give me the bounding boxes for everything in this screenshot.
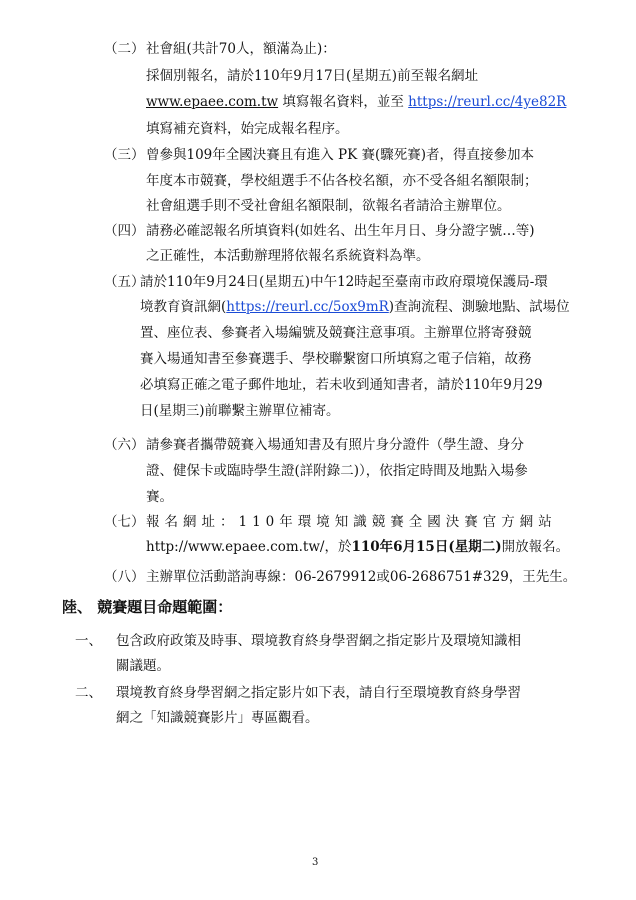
item-3-line-2: 年度本市競賽，學校組選手不佔各校名額，亦不受各組名額限制； xyxy=(146,173,538,189)
website-link[interactable]: www.epaee.com.tw xyxy=(146,94,279,110)
point-1-marker: 一、 xyxy=(75,633,102,649)
item-5-line-4: 賽入場通知書至參賽選手、學校聯繫窗口所填寫之電子信箱，故務 xyxy=(140,351,532,367)
item-2-line-3-text: 填寫報名資料，並至 xyxy=(278,94,409,110)
item-2-marker: （二） xyxy=(104,41,145,57)
item-6-line-3: 賽。 xyxy=(146,489,173,505)
item-3-line-1: 曾參與109年全國決賽且有進入 PK 賽(驟死賽)者，得直接參加本 xyxy=(146,147,535,163)
item-2-line-2: 採個別報名，請於110年9月17日(星期五)前至報名網址 xyxy=(146,68,479,84)
item-5-line-2-text-b: )查詢流程、測驗地點、試場位 xyxy=(388,299,570,315)
item-5-line-5: 必填寫正確之電子郵件地址，若未收到通知書者，請於110年9月29 xyxy=(140,377,543,393)
item-3-marker: （三） xyxy=(104,147,145,163)
point-1-line-1: 包含政府政策及時事、環境教育終身學習網之指定影片及環境知識相 xyxy=(116,633,521,649)
item-7-line-2 xyxy=(146,538,569,556)
item-5-line-6: 日(星期三)前聯繫主辦單位補寄。 xyxy=(140,403,340,419)
item-5-line-2 xyxy=(140,298,570,316)
item-8-marker: （八） xyxy=(104,569,145,585)
item-5-marker: （五） xyxy=(104,274,145,290)
item-4-marker: （四） xyxy=(104,223,145,239)
point-2-marker: 二、 xyxy=(75,685,102,701)
item-5-line-3: 置、座位表、參賽者入場編號及競賽注意事項。主辦單位將寄發競 xyxy=(140,325,532,341)
item-7-line-2-text-b: 開放報名。 xyxy=(501,539,570,555)
official-site-url[interactable]: http://www.epaee.com.tw/，於 xyxy=(146,539,352,555)
page-number: 3 xyxy=(312,857,319,868)
item-4-line-2: 之正確性，本活動辦理將依報名系統資料為準。 xyxy=(146,248,430,264)
point-2-line-1: 環境教育終身學習網之指定影片如下表，請自行至環境教育終身學習 xyxy=(116,685,521,701)
item-6-line-1: 請參賽者攜帶競賽入場通知書及有照片身分證件（學生證、身分 xyxy=(146,437,524,453)
item-3-line-3: 社會組選手則不受社會組名額限制，欲報名者請洽主辦單位。 xyxy=(146,198,511,214)
item-6-marker: （六） xyxy=(104,437,145,453)
item-2-line-4: 填寫補充資料，始完成報名程序。 xyxy=(146,121,349,137)
item-6-line-2: 證、健保卡或臨時學生證(詳附錄二)），依指定時間及地點入場參 xyxy=(146,463,528,479)
item-5-line-2-text-a: 境教育資訊網( xyxy=(140,299,227,315)
point-2-line-2: 網之「知識競賽影片」專區觀看。 xyxy=(116,710,319,726)
item-7-marker: （七） xyxy=(104,514,145,530)
registration-open-date: 110年6月15日(星期二) xyxy=(351,539,502,555)
item-4-line-1: 請務必確認報名所填資料(如姓名、出生年月日、身分證字號…等) xyxy=(146,223,535,239)
info-site-link[interactable]: https://reurl.cc/5ox9mR xyxy=(226,299,389,315)
item-5-line-1: 請於110年9月24日(星期五)中午12時起至臺南市政府環境保護局-環 xyxy=(140,274,548,290)
item-2-line-3 xyxy=(146,93,566,111)
point-1-line-2: 關議題。 xyxy=(116,658,170,674)
supplement-form-link[interactable]: https://reurl.cc/4ye82R xyxy=(408,94,567,110)
item-8-line-1: 主辦單位活動諮詢專線：06-2679912或06-2686751#329，王先生。 xyxy=(146,569,577,585)
section-6-title: 陸、 競賽題目命題範圍： xyxy=(62,598,233,616)
item-7-line-1: 報名網址：110年環境知識競賽全國決賽官方網站 xyxy=(146,514,557,530)
item-2-line-1: 社會組(共計70人，額滿為止)： xyxy=(146,41,336,57)
